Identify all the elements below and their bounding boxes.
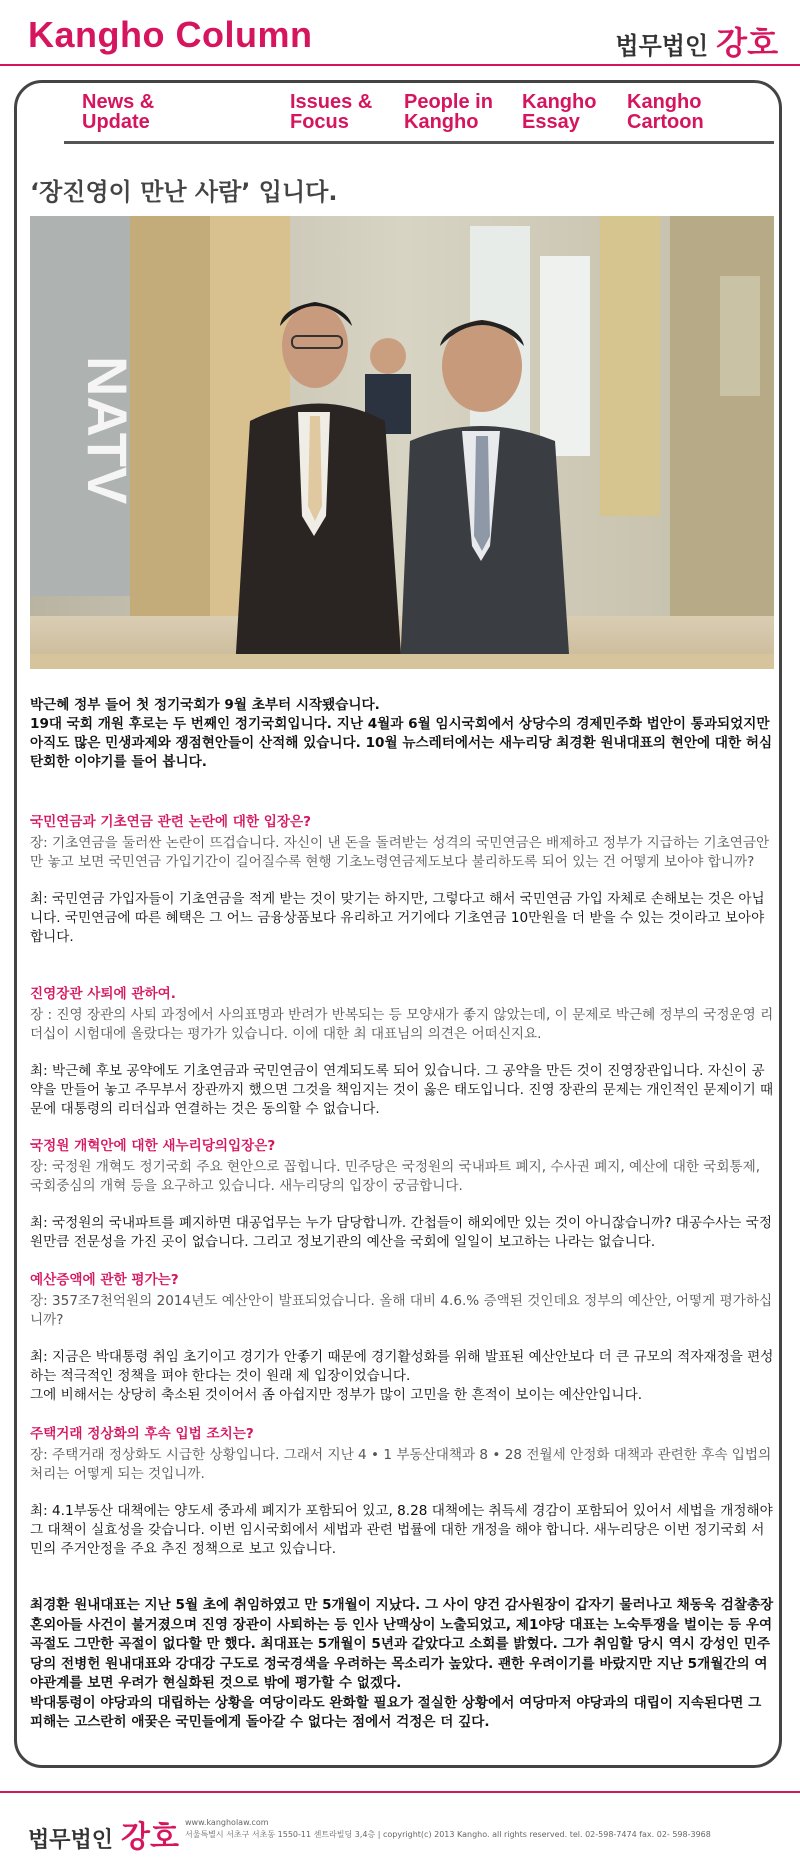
intro-line: 19대 국회 개원 후로는 두 번째인 정기국회입니다. 지난 4월과 6월 임시국회에서 상당수의 경제민주화 법안이 통과되었지만 아직도 많은 민생과제와 쟁점현안들이 산적해 있습니다. 10월 뉴스레터에서는 새누리당 최경환 원내대표의 현안에 대한 허심탄회한 이야기를 들어 봅니다. [30, 716, 773, 770]
qa-block [30, 1424, 774, 1559]
header-divider [0, 64, 800, 66]
firm-brand: 강호 [716, 24, 778, 62]
qa-answer: 최: 박근혜 후보 공약에도 기초연금과 국민연금이 연계되도록 되어 있습니다. 그 공약을 만든 것이 진영장관입니다. 자신이 공약을 만들어 놓고 주무부서 장관까지 했으면 그것을 책임지는 것이 옳은 태도입니다. 진영 장관의 문제는 개인적인 문제이기 때문에 대통령의 리더십과 연결하는 것은 동의할 수 없습니다. [30, 1063, 774, 1117]
article-title: ‘장진영이 만난 사람’ 입니다. [30, 178, 338, 206]
footer-divider [0, 1791, 800, 1793]
qa-block [30, 812, 774, 947]
footer-address: 서울특별시 서초구 서초동 1550-11 센트라빌딩 3,4층 | copyright(c) 2013 Kangho. all rights reserved. tel. 02-598-7474 fax. 02- 598-3968 [185, 1830, 711, 1839]
natv-sign: NATV [76, 356, 139, 505]
intro-line: 박근혜 정부 들어 첫 정기국회가 9월 초부터 시작됐습니다. [30, 697, 380, 713]
closing-paragraph: 박대통령이 야당과의 대립하는 상황을 여당이라도 완화할 필요가 절실한 상황에서 여당마저 야당과의 대립이 지속된다면 그 피해는 고스란히 애꿎은 국민들에게 돌아갈 수 없다는 점에서 걱정은 더 깊다. [30, 1694, 762, 1730]
firm-name: 법무법인 [615, 32, 709, 60]
interview-photo [30, 216, 774, 669]
nav-kangho-cartoon[interactable]: Kangho Cartoon [627, 91, 704, 133]
footer-firm-name: 법무법인 [28, 1828, 114, 1853]
article-intro [30, 696, 774, 772]
qa-answer: 최: 국민연금 가입자들이 기초연금을 적게 받는 것이 맞기는 하지만, 그렇다고 해서 국민연금 가입 자체로 손해보는 것은 아닙니다. 국민연금에 따른 혜택은 그 어느 금융상품보다 유리하고 거기에다 기초연금 10만원을 더 받을 수 있는 것이라고 보아야 합니다. [30, 891, 765, 945]
qa-question: 장: 357조7천억원의 2014년도 예산안이 발표되었습니다. 올해 대비 4.6.% 증액된 것인데요 정부의 예산안, 어떻게 평가하십니까? [30, 1293, 773, 1328]
qa-question: 장: 국정원 개혁도 정기국회 주요 현안으로 꼽힙니다. 민주당은 국정원의 국내파트 폐지, 수사권 폐지, 예산에 대한 국회통제, 국회중심의 개혁 등을 요구하고 있습니다. 새누리당의 입장이 궁금합니다. [30, 1159, 761, 1194]
qa-answer: 최: 4.1부동산 대책에는 양도세 중과세 폐지가 포함되어 있고, 8.28 대책에는 취득세 경감이 포함되어 있어서 세법을 개정해야 그 대책이 실효성을 갖습니다. 이번 임시국회에서 세법과 관련 법률에 대한 개정을 해야 합니다. 새누리당은 이번 정기국회 서민의 주거안정을 주요 추진 정책으로 보고 있습니다. [30, 1503, 773, 1557]
qa-heading: 예산증액에 관한 평가는? [30, 1272, 179, 1288]
qa-question: 장: 주택거래 정상화도 시급한 상황입니다. 그래서 지난 4 • 1 부동산대책과 8 • 28 전월세 안정화 대책과 관련한 후속 입법의 처리는 어떻게 되는 것입니까. [30, 1447, 772, 1482]
page-header [0, 0, 800, 68]
footer-firm-brand: 강호 [121, 1820, 179, 1855]
nav-issues-focus[interactable]: Issues & Focus [290, 91, 373, 133]
footer-logo[interactable] [28, 1812, 179, 1856]
section-nav [64, 92, 774, 138]
qa-block [30, 1270, 774, 1405]
qa-heading: 국정원 개혁안에 대한 새누리당의입장은? [30, 1138, 276, 1154]
qa-block [30, 984, 774, 1119]
qa-block [30, 1136, 774, 1252]
qa-heading: 국민연금과 기초연금 관련 논란에 대한 입장은? [30, 814, 312, 830]
firm-logo[interactable] [615, 18, 778, 64]
nav-news-update[interactable]: News & Update [82, 91, 155, 133]
footer-info [185, 1817, 711, 1841]
nav-divider [64, 141, 774, 144]
column-title: Kangho Column [28, 14, 313, 55]
qa-question: 장: 기초연금을 둘러싼 논란이 뜨겁습니다. 자신이 낸 돈을 돌려받는 성격의 국민연금은 배제하고 정부가 지급하는 기초연금안만 놓고 보면 국민연금 가입기간이 길어질수록 현행 기초노령연금제도보다 불리하도록 되어 있는 건 어떻게 보아야 합니까? [30, 835, 770, 870]
qa-question: 장 : 진영 장관의 사퇴 과정에서 사의표명과 반려가 반복되는 등 모양새가 좋지 않았는데, 이 문제로 박근혜 정부의 국정운영 리더십이 시험대에 올랐다는 평가가 있습니다. 이에 대한 최 대표님의 의견은 어떠신지요. [30, 1007, 774, 1042]
qa-answer: 최: 지금은 박대통령 취임 초기이고 경기가 안좋기 때문에 경기활성화를 위해 발표된 예산안보다 더 큰 규모의 적자재정을 편성하는 적극적인 정책을 펴야 한다는 것이 원래 제 입장이었습니다. 그에 비해서는 상당히 축소된 것이어서 좀 아쉽지만 정부가 많이 고민을 한 흔적이 보이는 예산안입니다. [30, 1349, 774, 1403]
qa-heading: 진영장관 사퇴에 관하여. [30, 986, 176, 1002]
qa-answer: 최: 국정원의 국내파트를 폐지하면 대공업무는 누가 담당합니까. 간첩들이 해외에만 있는 것이 아니잖습니까? 대공수사는 국정원만큼 전문성을 가진 곳이 없습니다. 그리고 정보기관의 예산을 국회에 일일이 보고하는 나라는 없습니다. [30, 1215, 772, 1250]
nav-kangho-essay[interactable]: Kangho Essay [522, 91, 597, 133]
qa-heading: 주택거래 정상화의 후속 입법 조치는? [30, 1426, 254, 1442]
nav-people-in-kangho[interactable]: People in Kangho [404, 91, 493, 133]
closing-paragraph: 최경환 원내대표는 지난 5월 초에 취임하였고 만 5개월이 지났다. 그 사이 양건 감사원장이 갑자기 물러나고 채동욱 검찰총장 혼외아들 사건이 불거졌으며 진영 장관이 사퇴하는 등 인사 난맥상이 노출되었고, 제1야당 대표는 노숙투쟁을 벌이는 등 우여곡절도 그만한 곡절이 없다할 만 했다. 최대표는 5개월이 5년과 같았다고 소회를 밝혔다. 그가 취임할 당시 역시 강성인 민주당의 전병헌 원내대표와 강대강 구도로 정국경색을 우려하는 목소리가 높았다. 괜한 우려이기를 바랐지만 지난 5개월간의 여야관계를 보면 우려가 현실화된 것으로 밖에 평가할 수 없겠다. [30, 1597, 774, 1691]
footer-url[interactable]: www.kangholaw.com [185, 1818, 269, 1827]
article-closing [30, 1596, 774, 1733]
